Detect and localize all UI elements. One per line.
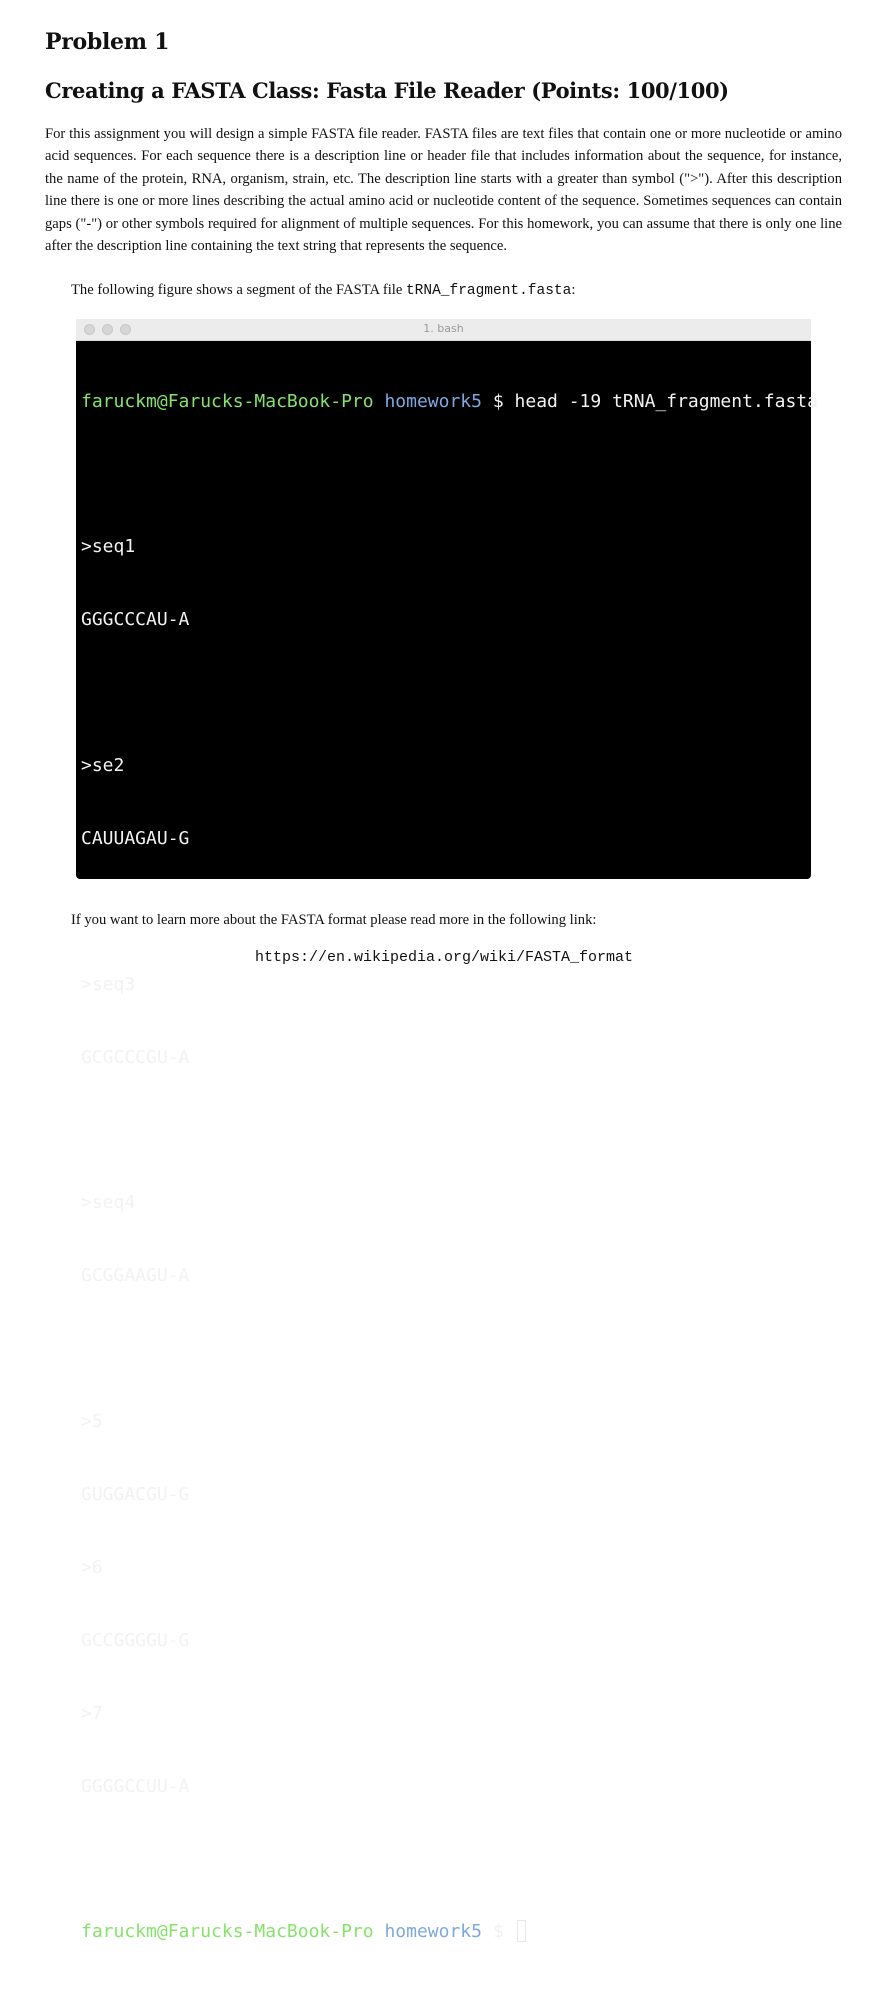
terminal-titlebar <box>76 319 811 341</box>
prompt-dir: homework5 <box>384 1921 482 1943</box>
prompt-symbol: $ <box>492 1921 504 1943</box>
output-line: GGGCCCAU-A <box>81 609 190 631</box>
prompt-symbol: $ <box>492 390 504 412</box>
output-line: GCGCCCGU-A <box>81 1046 190 1068</box>
output-line: >seq1 <box>81 536 136 558</box>
intro-paragraph: For this assignment you will design a simple FASTA file reader. FASTA files are text files that contain one or more nucleotide or amino acid sequences. For each sequence there is a description line or header file that includes information about the sequence, for instance, the name of the protein, RNA, organism, strain, etc. The description line starts with a greater than symbol (">"). After this description line there is one or more lines describing the actual amino acid or nucleotide content of the sequence. Sometimes sequences can contain gaps ("-") or other symbols required for alignment of multiple sequences. For this homework, you can assume that there is only one line after the description line containing the text string that represents the sequence. <box>45 126 842 255</box>
output-line: >seq3 <box>81 973 136 995</box>
terminal-title: 1. bash <box>423 322 464 335</box>
command-line <box>81 390 818 414</box>
fasta-wiki-link[interactable]: https://en.wikipedia.org/wiki/FASTA_format <box>254 949 634 966</box>
prompt-user: faruckm@Farucks-MacBook-Pro <box>81 1921 374 1943</box>
output-line: >se2 <box>81 755 125 777</box>
output-line: GCGGAAGU-A <box>81 1265 190 1287</box>
output-line: CAUUAGAU-G <box>81 827 190 849</box>
output-line <box>81 1119 811 1143</box>
output-line: GGGGCCUU-A <box>81 1775 190 1797</box>
figure-intro <box>71 279 575 302</box>
output-line: >6 <box>81 1556 103 1578</box>
command-text: head -19 tRNA_fragment.fasta <box>514 390 818 412</box>
prompt-dir: homework5 <box>384 390 482 412</box>
figure-intro-suffix: : <box>571 282 576 298</box>
output-line <box>81 462 811 486</box>
problem-heading: Problem 1 <box>45 29 170 55</box>
prompt-line[interactable] <box>81 1920 811 1944</box>
footer-text: If you want to learn more about the FASTA format please read more in the following link: <box>71 912 597 928</box>
output-line: >seq4 <box>81 1192 136 1214</box>
output-line <box>81 681 811 705</box>
output-line: GUGGACGU-G <box>81 1483 190 1505</box>
output-line: GCCGGGGU-G <box>81 1629 190 1651</box>
output-line: >7 <box>81 1702 103 1724</box>
section-title: Creating a FASTA Class: Fasta File Reader (Points: 100/100) <box>45 78 729 103</box>
output-line <box>81 1847 811 1871</box>
figure-intro-filename: tRNA_fragment.fasta <box>405 283 572 299</box>
prompt-user: faruckm@Farucks-MacBook-Pro <box>81 390 374 412</box>
output-line: >5 <box>81 1411 103 1433</box>
text-cursor <box>517 1920 526 1942</box>
output-line <box>81 1337 811 1361</box>
figure-intro-text: The following figure shows a segment of the FASTA file <box>71 282 406 298</box>
terminal-content[interactable] <box>81 341 818 1993</box>
